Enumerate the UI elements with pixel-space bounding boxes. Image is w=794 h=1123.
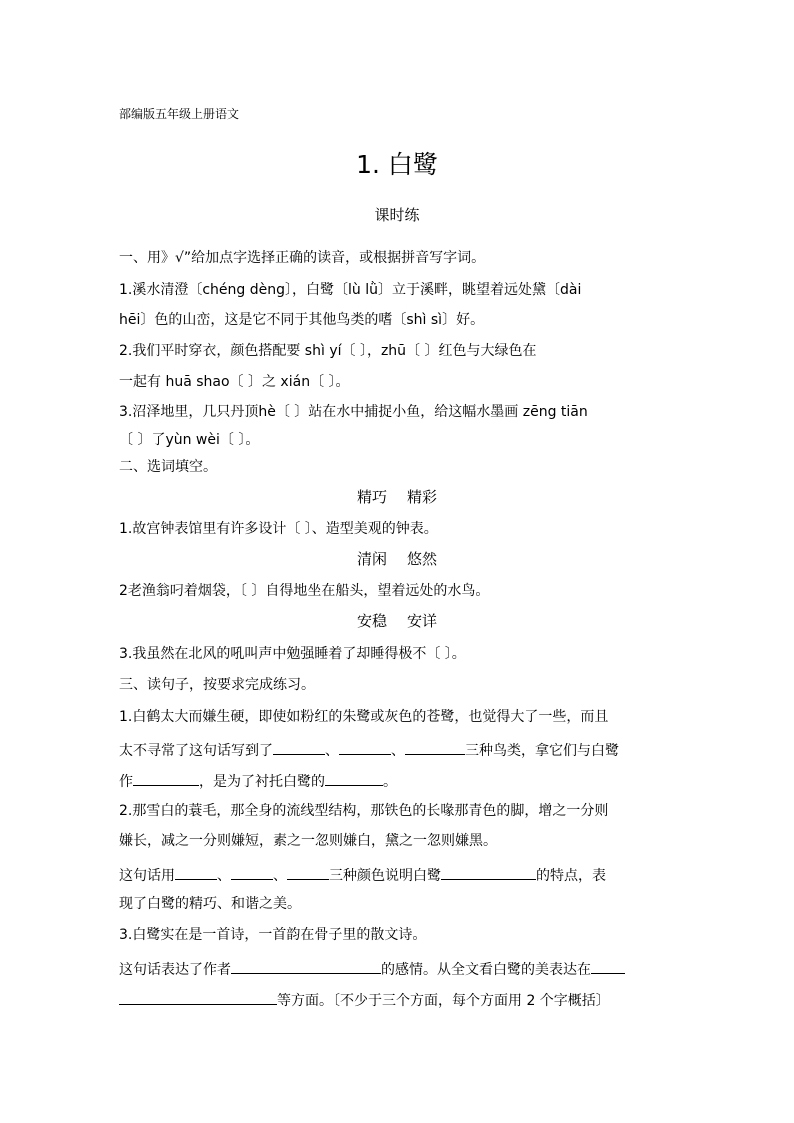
word-options-1 <box>0 490 794 505</box>
s3-question-1-line-3: 作 ，是为了衬托白鹭的 。 <box>119 774 397 790</box>
word-option: 精巧 <box>356 488 387 506</box>
s2-question-3: 3.我虽然在北风的吼叫声中勉强睡着了却睡得极不〔 〕。 <box>119 646 466 662</box>
fill-blank[interactable] <box>325 772 383 786</box>
fill-blank[interactable] <box>441 866 536 880</box>
s1-question-3-line-2: 〔 〕了yùn wèi〔 〕。 <box>119 432 260 448</box>
s3-question-2-line-4: 现了白鹭的精巧、和谐之美。 <box>119 896 301 912</box>
s3-question-1-line-2: 太不寻常了这句话写到了 、 、 三种鸟类，拿它们与白鹭 <box>119 743 619 759</box>
page-title: 1. 白鹭 <box>356 150 438 179</box>
fill-blank[interactable] <box>287 866 329 880</box>
fill-blank[interactable] <box>175 866 217 880</box>
fill-blank[interactable] <box>119 991 277 1005</box>
fill-blank[interactable] <box>405 741 465 755</box>
s1-question-2-line-2: 一起有 huā shao〔 〕之 xián〔 〕。 <box>119 374 350 390</box>
s1-question-3-line-1: 3.沼泽地里，几只丹顶hè〔 〕站在水中捕捉小鱼，给这幅水墨画 zēng tiān <box>119 404 588 420</box>
s3-question-3-line-2: 这句话表达了作者 的感情。从全文看白鹭的美表达在 <box>119 960 625 977</box>
s3-question-2-line-3: 这句话用 、 、 三种颜色说明白鹭 的特点，表 <box>119 868 606 884</box>
fill-blank[interactable] <box>231 866 273 880</box>
s2-question-2: 2老渔翁叼着烟袋，〔 〕自得地坐在船头，望着远处的水鸟。 <box>119 583 490 599</box>
s1-question-1-line-2: hēi〕色的山峦，这是它不同于其他鸟类的嗜〔shì sì〕好。 <box>119 312 485 328</box>
fill-blank[interactable] <box>273 741 325 755</box>
word-option: 清闲 <box>356 550 387 568</box>
word-option: 安详 <box>407 612 438 630</box>
word-option: 悠然 <box>407 550 438 568</box>
s3-question-2-line-1: 2.那雪白的蓑毛，那全身的流线型结构，那铁色的长喙那青色的脚，增之一分则 <box>119 803 609 819</box>
word-option: 精彩 <box>407 488 438 506</box>
page-header: 部编版五年级上册语文 <box>119 107 240 121</box>
page-subtitle: 课时练 <box>374 206 420 224</box>
s3-question-3-line-3: 等方面。〔不少于三个方面，每个方面用 2 个字概括〕 <box>119 991 610 1008</box>
s3-question-3-line-1: 3.白鹭实在是一首诗，一首韵在骨子里的散文诗。 <box>119 927 427 943</box>
fill-blank[interactable] <box>231 960 381 974</box>
s3-question-2-line-2: 嫌长，减之一分则嫌短，素之一忽则嫌白，黛之一忽则嫌黑。 <box>119 833 497 849</box>
s3-question-1-line-1: 1.白鹤太大而嫌生硬，即使如粉红的朱鹭或灰色的苍鹭，也觉得大了一些，而且 <box>119 709 609 725</box>
s2-question-1: 1.故宫钟表馆里有许多设计〔 〕、造型美观的钟表。 <box>119 521 438 537</box>
word-option: 安稳 <box>356 612 387 630</box>
s1-question-1-line-1: 1.溪水清澄〔chéng dèng〕，白鹭〔lù lǜ〕立于溪畔，眺望着远处黛〔dài <box>119 282 582 298</box>
s1-question-2-line-1: 2.我们平时穿衣，颜色搭配要 shì yí〔 〕，zhū〔 〕红色与大绿色在 <box>119 343 537 359</box>
section-2-heading: 二、选词填空。 <box>119 459 217 475</box>
section-3-heading: 三、读句子，按要求完成练习。 <box>119 677 315 693</box>
fill-blank[interactable] <box>133 772 199 786</box>
word-options-2 <box>0 552 794 567</box>
fill-blank[interactable] <box>591 960 625 974</box>
word-options-3 <box>0 614 794 629</box>
fill-blank[interactable] <box>339 741 391 755</box>
section-1-heading: 一、用》√”给加点字选择正确的读音，或根据拼音写字词。 <box>119 250 486 266</box>
